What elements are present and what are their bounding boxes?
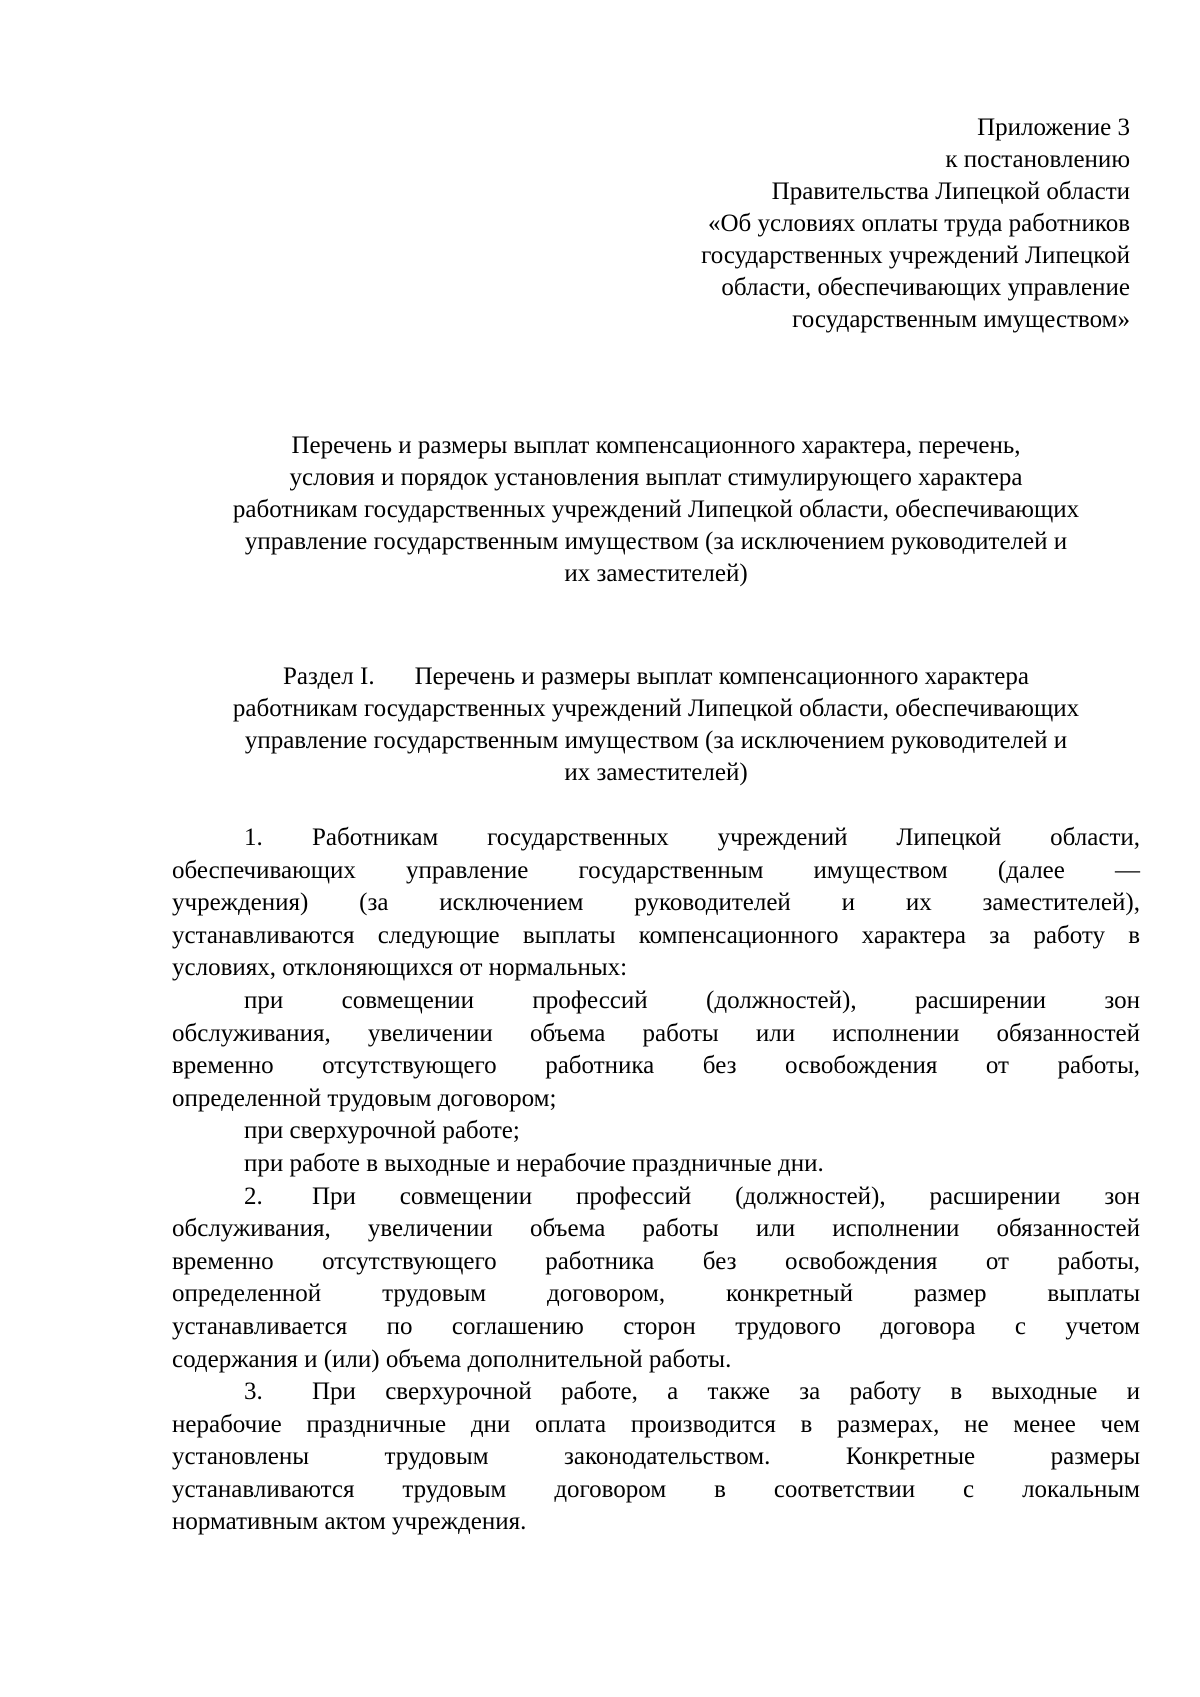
appendix-line: государственных учреждений Липецкой xyxy=(701,242,1130,269)
section-line: их заместителей) xyxy=(564,759,748,786)
appendix-line: государственным имуществом» xyxy=(792,306,1130,333)
title-line: Перечень и размеры выплат компенсационного характера, перечень, xyxy=(291,432,1021,459)
appendix-header xyxy=(570,112,1130,336)
paragraph-line: нерабочие праздничные дни оплата производится в размерах, не менее чем xyxy=(172,1410,1140,1438)
paragraph-line: временно отсутствующего работника без освобождения от работы, xyxy=(172,1247,1140,1275)
list-item-2: при сверхурочной работе; xyxy=(244,1117,520,1145)
paragraph-number: 2. xyxy=(244,1182,263,1210)
body-text xyxy=(172,822,1140,1539)
paragraph-line: устанавливаются следующие выплаты компенсационного характера за работу в xyxy=(172,921,1140,949)
paragraph-line: условиях, отклоняющихся от нормальных: xyxy=(172,954,628,982)
paragraph-line: обслуживания, увеличении объема работы или исполнении обязанностей xyxy=(172,1215,1140,1243)
title-line: условия и порядок установления выплат стимулирующего характера xyxy=(289,464,1023,491)
paragraph-3-first-line xyxy=(172,1376,1140,1409)
appendix-line: Правительства Липецкой области xyxy=(771,178,1130,205)
paragraph-line: временно отсутствующего работника без освобождения от работы, xyxy=(172,1052,1140,1080)
section-line: управление государственным имуществом (за исключением руководителей и xyxy=(244,727,1068,754)
paragraph-line: обслуживания, увеличении объема работы или исполнении обязанностей xyxy=(172,1019,1140,1047)
paragraph-line: нормативным актом учреждения. xyxy=(172,1508,527,1536)
paragraph-2-first-line xyxy=(172,1181,1140,1214)
paragraph-line: определенной трудовым договором; xyxy=(172,1084,557,1112)
paragraph-text: Работникам государственных учреждений Липецкой области, xyxy=(312,824,1140,851)
paragraph-text: При сверхурочной работе, а также за работу в выходные и xyxy=(312,1378,1140,1406)
title-line: их заместителей) xyxy=(564,560,748,587)
section-line: работникам государственных учреждений Липецкой области, обеспечивающих xyxy=(232,695,1080,722)
title-line: работникам государственных учреждений Липецкой области, обеспечивающих xyxy=(232,496,1080,523)
paragraph-text: При совмещении профессий (должностей), расширении зон xyxy=(312,1182,1140,1210)
title-line: управление государственным имуществом (за исключением руководителей и xyxy=(244,528,1068,555)
appendix-line: Приложение 3 xyxy=(977,114,1130,141)
paragraph-line: устанавливаются трудовым договором в соответствии с локальным xyxy=(172,1475,1140,1503)
appendix-line: к постановлению xyxy=(945,146,1130,173)
paragraph-line: установлены трудовым законодательством. Конкретные размеры xyxy=(172,1443,1140,1471)
document-title xyxy=(172,430,1140,590)
paragraph-1-first-line xyxy=(172,822,1140,855)
list-item-3: при работе в выходные и нерабочие праздничные дни. xyxy=(244,1149,824,1177)
section-line: Перечень и размеры выплат компенсационного характера xyxy=(414,663,1029,690)
paragraph-line: содержания и (или) объема дополнительной работы. xyxy=(172,1345,732,1373)
appendix-line: области, обеспечивающих управление xyxy=(721,274,1130,301)
paragraph-line: определенной трудовым договором, конкретный размер выплаты xyxy=(172,1280,1140,1308)
paragraph-line: обеспечивающих управление государственным имуществом (далее — xyxy=(172,856,1140,884)
section-heading xyxy=(172,661,1140,693)
appendix-line: «Об условиях оплаты труда работников xyxy=(707,210,1130,237)
paragraph-line: учреждения) (за исключением руководителей и их заместителей), xyxy=(172,889,1140,917)
section-label: Раздел I. xyxy=(283,663,375,690)
paragraph-number: 1. xyxy=(244,824,263,851)
section-title xyxy=(172,661,1140,789)
paragraph-line: устанавливается по соглашению сторон трудового договора с учетом xyxy=(172,1312,1140,1340)
paragraph-number: 3. xyxy=(244,1378,263,1406)
list-item-1-first-line: при совмещении профессий (должностей), расширении зон xyxy=(244,986,1140,1014)
